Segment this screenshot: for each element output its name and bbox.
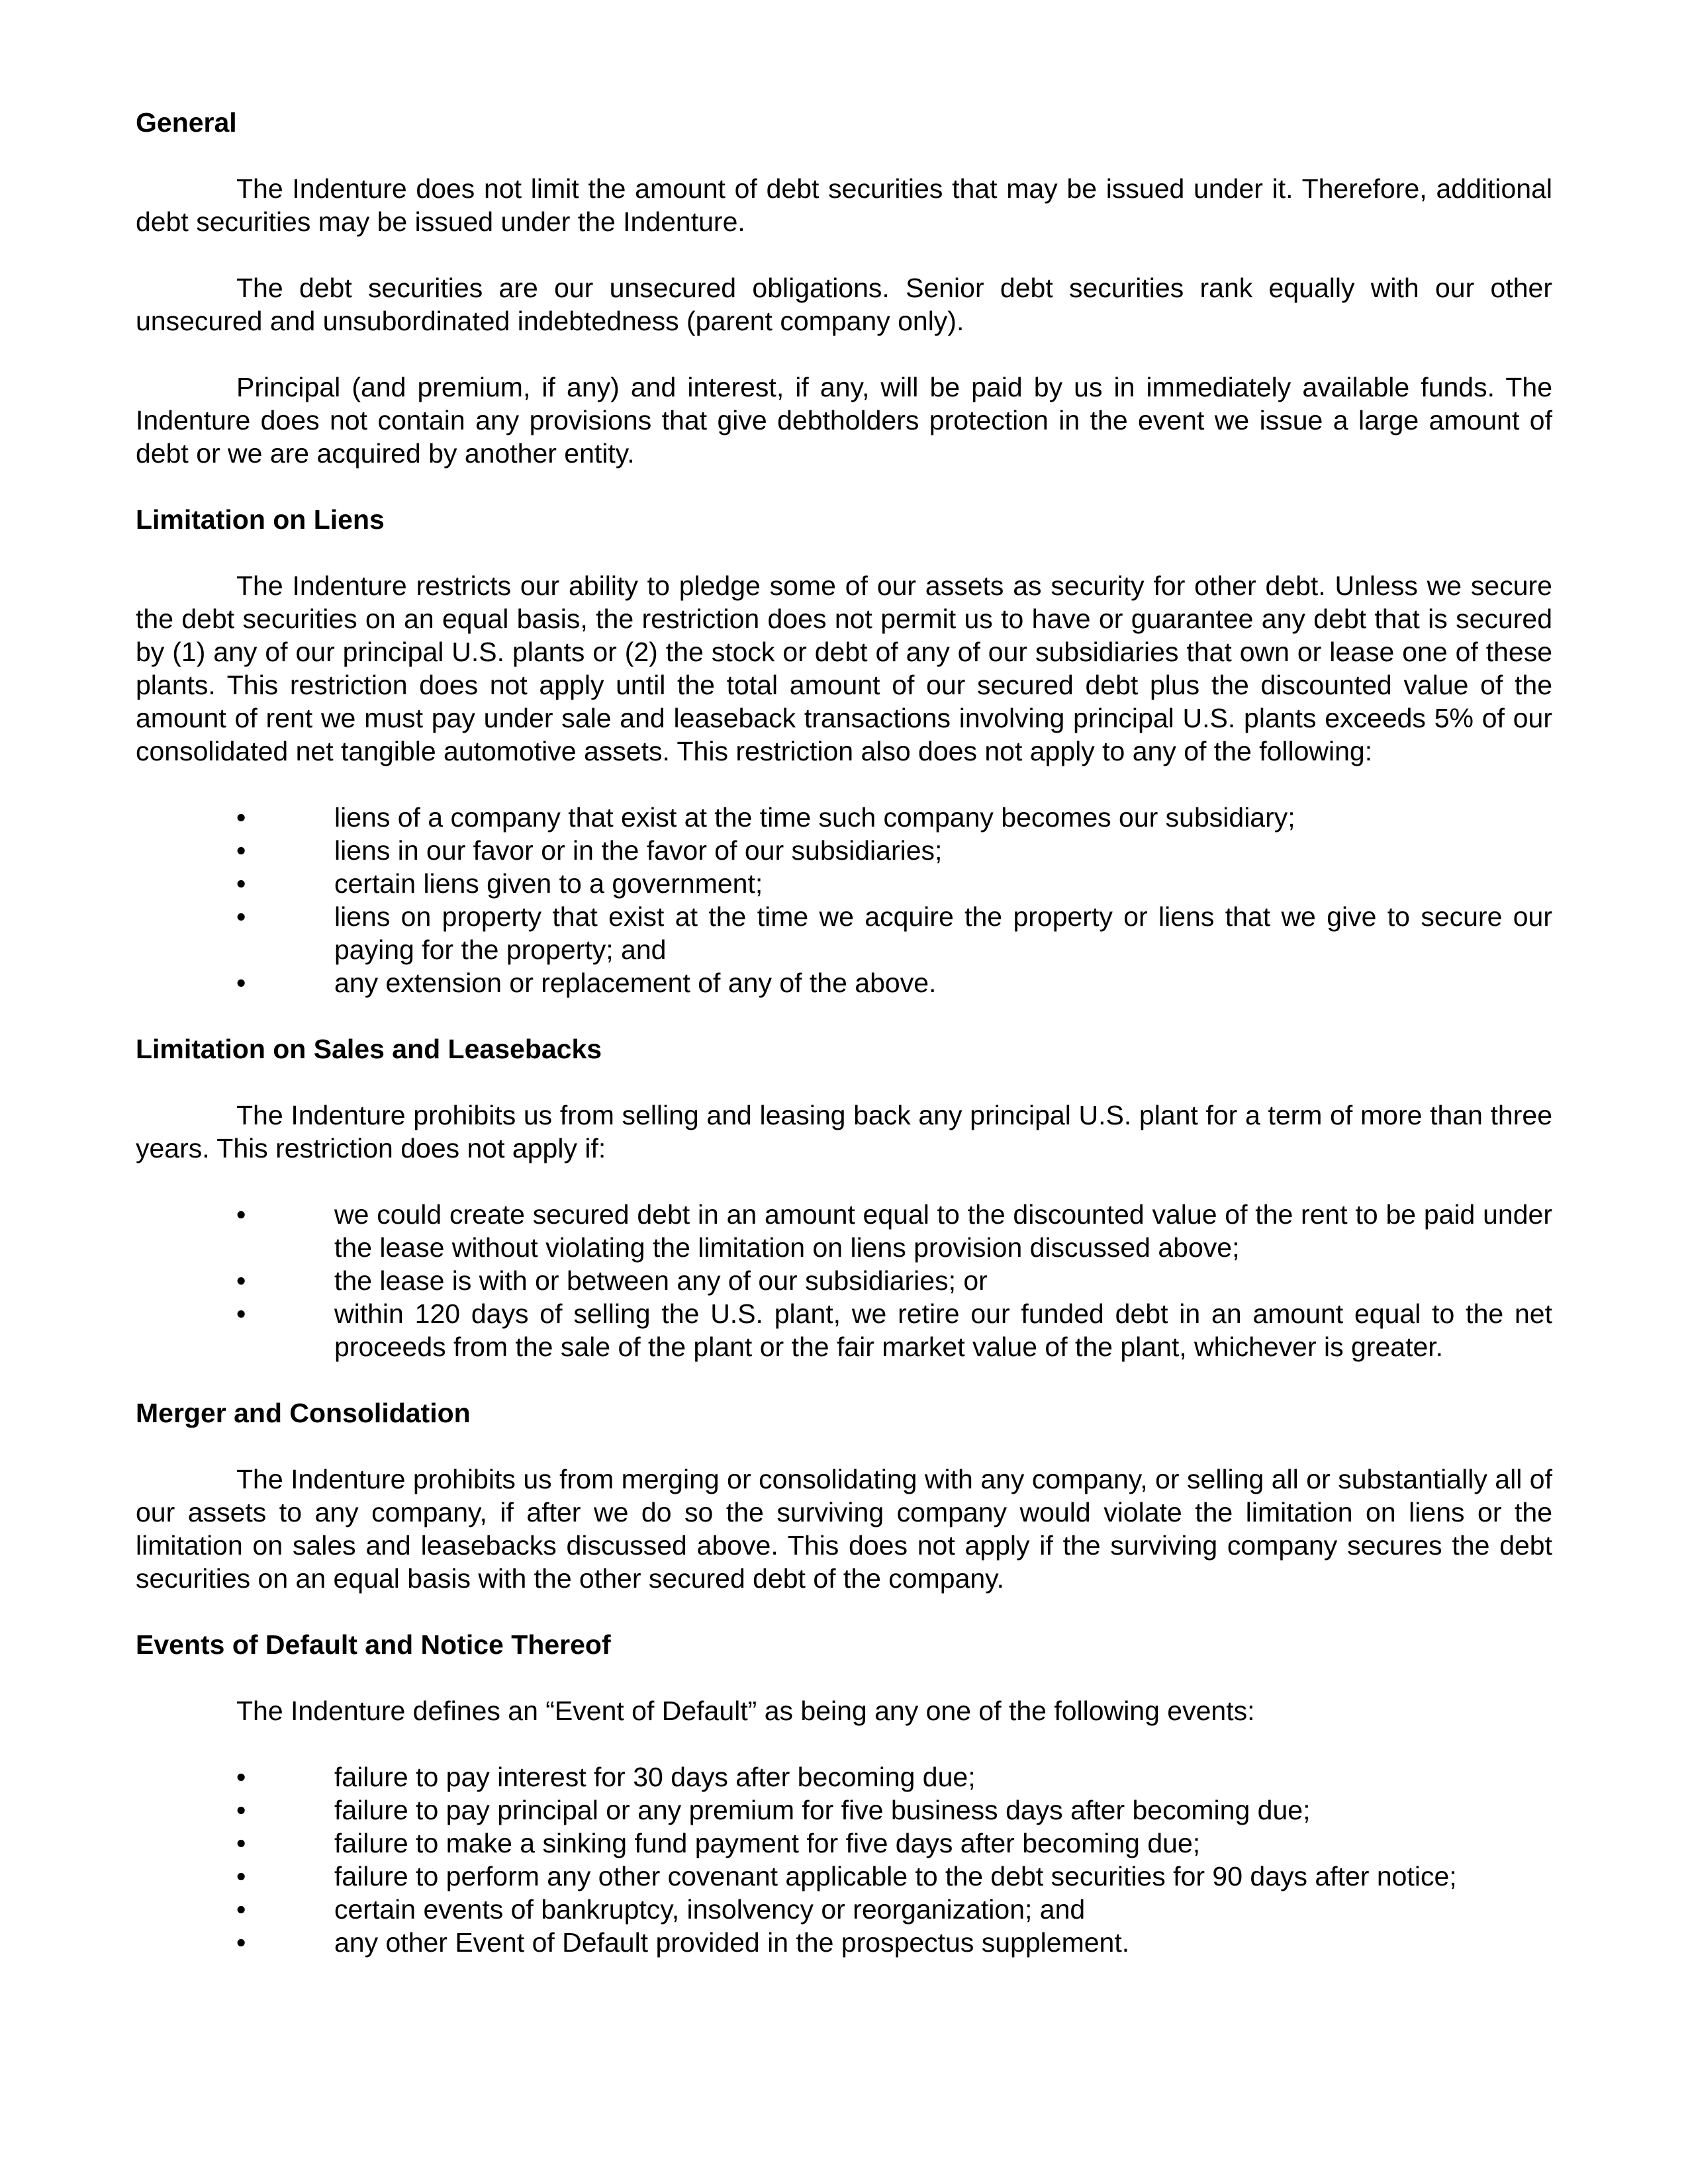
section-heading-merger-and-consolidation: Merger and Consolidation	[136, 1398, 471, 1428]
list-item-text: failure to perform any other covenant applicable to the debt securities for 90 days after notice;	[334, 1861, 1457, 1891]
list-item	[136, 867, 1552, 900]
list-item-text: certain liens given to a government;	[334, 868, 763, 899]
list-item	[136, 1297, 1552, 1363]
list-item-text: liens on property that exist at the time we acquire the property or liens that we give to secure our paying for the property; and	[334, 901, 1552, 965]
list-item-text: any extension or replacement of any of the above.	[334, 968, 937, 998]
bullet-list	[136, 1198, 1552, 1363]
bullet-icon: •	[236, 1762, 246, 1792]
list-item	[136, 801, 1552, 834]
section-heading-general: General	[136, 107, 237, 138]
list-item	[136, 966, 1552, 999]
paragraph: The Indenture restricts our ability to pledge some of our assets as security for other debt. Unless we secure the debt securities on an equal basis, the restriction does not permit us to have or guarantee any debt that is secured by (1) any of our principal U.S. plants or (2) the stock or debt of any of our subsidiaries that own or lease one of these plants. This restriction does not apply until the total amount of our secured debt plus the discounted value of the amount of rent we must pay under sale and leaseback transactions involving principal U.S. plants exceeds 5% of our consolidated net tangible automotive assets. This restriction also does not apply to any of the following:	[136, 570, 1552, 766]
list-item-text: we could create secured debt in an amount equal to the discounted value of the rent to be paid under the lease without violating the limitation on liens provision discussed above;	[334, 1199, 1552, 1263]
paragraph: Principal (and premium, if any) and interest, if any, will be paid by us in immediately available funds. The Indenture does not contain any provisions that give debtholders protection in the event we issue a large amount of debt or we are acquired by another entity.	[136, 372, 1552, 469]
bullet-icon: •	[236, 1861, 246, 1891]
bullet-icon: •	[236, 968, 246, 998]
bullet-icon: •	[236, 802, 246, 833]
bullet-icon: •	[236, 1298, 246, 1329]
bullet-list	[136, 801, 1552, 999]
list-item-text: failure to pay principal or any premium for five business days after becoming due;	[334, 1795, 1311, 1825]
list-item-text: certain events of bankruptcy, insolvency or reorganization; and	[334, 1894, 1086, 1925]
section-heading-sales-and-leasebacks: Limitation on Sales and Leasebacks	[136, 1034, 602, 1064]
list-item	[136, 900, 1552, 966]
bullet-icon: •	[236, 835, 246, 866]
list-item	[136, 1794, 1552, 1827]
list-item-text: any other Event of Default provided in the prospectus supplement.	[334, 1927, 1130, 1958]
bullet-icon: •	[236, 1828, 246, 1858]
list-item	[136, 1893, 1552, 1926]
paragraph: The Indenture prohibits us from merging or consolidating with any company, or selling all or substantially all of our assets to any company, if after we do so the surviving company would violate the limitation on liens or the limitation on sales and leasebacks discussed above. This does not apply if the surviving company secures the debt securities on an equal basis with the other secured debt of the company.	[136, 1464, 1552, 1594]
list-item	[136, 1264, 1552, 1297]
bullet-list	[136, 1760, 1552, 1959]
list-item	[136, 1926, 1552, 1959]
list-item-text: within 120 days of selling the U.S. plant, we retire our funded debt in an amount equal to the net proceeds from the sale of the plant or the fair market value of the plant, whichever is greater.	[334, 1298, 1552, 1362]
bullet-icon: •	[236, 1795, 246, 1825]
list-item	[136, 1860, 1552, 1893]
list-item	[136, 1827, 1552, 1860]
paragraph: The Indenture does not limit the amount of debt securities that may be issued under it. Therefore, additional debt securities may be issued under the Indenture.	[136, 173, 1552, 237]
list-item	[136, 1198, 1552, 1264]
bullet-icon: •	[236, 1927, 246, 1958]
paragraph: The debt securities are our unsecured obligations. Senior debt securities rank equally with our other unsecured and unsubordinated indebtedness (parent company only).	[136, 273, 1552, 336]
paragraph: The Indenture defines an “Event of Default” as being any one of the following events:	[236, 1696, 1255, 1726]
list-item-text: the lease is with or between any of our subsidiaries; or	[334, 1265, 988, 1296]
list-item-text: liens of a company that exist at the time such company becomes our subsidiary;	[334, 802, 1295, 833]
bullet-icon: •	[236, 1894, 246, 1925]
list-item-text: failure to pay interest for 30 days after becoming due;	[334, 1762, 976, 1792]
bullet-icon: •	[236, 901, 246, 932]
document-page	[136, 106, 1552, 1992]
bullet-icon: •	[236, 868, 246, 899]
list-item-text: liens in our favor or in the favor of our subsidiaries;	[334, 835, 943, 866]
list-item	[136, 1760, 1552, 1794]
list-item-text: failure to make a sinking fund payment for five days after becoming due;	[334, 1828, 1201, 1858]
bullet-icon: •	[236, 1265, 246, 1296]
paragraph: The Indenture prohibits us from selling and leasing back any principal U.S. plant for a term of more than three years. This restriction does not apply if:	[136, 1100, 1552, 1163]
list-item	[136, 834, 1552, 867]
bullet-icon: •	[236, 1199, 246, 1230]
section-heading-events-of-default: Events of Default and Notice Thereof	[136, 1629, 611, 1660]
section-heading-limitation-on-liens: Limitation on Liens	[136, 504, 385, 535]
